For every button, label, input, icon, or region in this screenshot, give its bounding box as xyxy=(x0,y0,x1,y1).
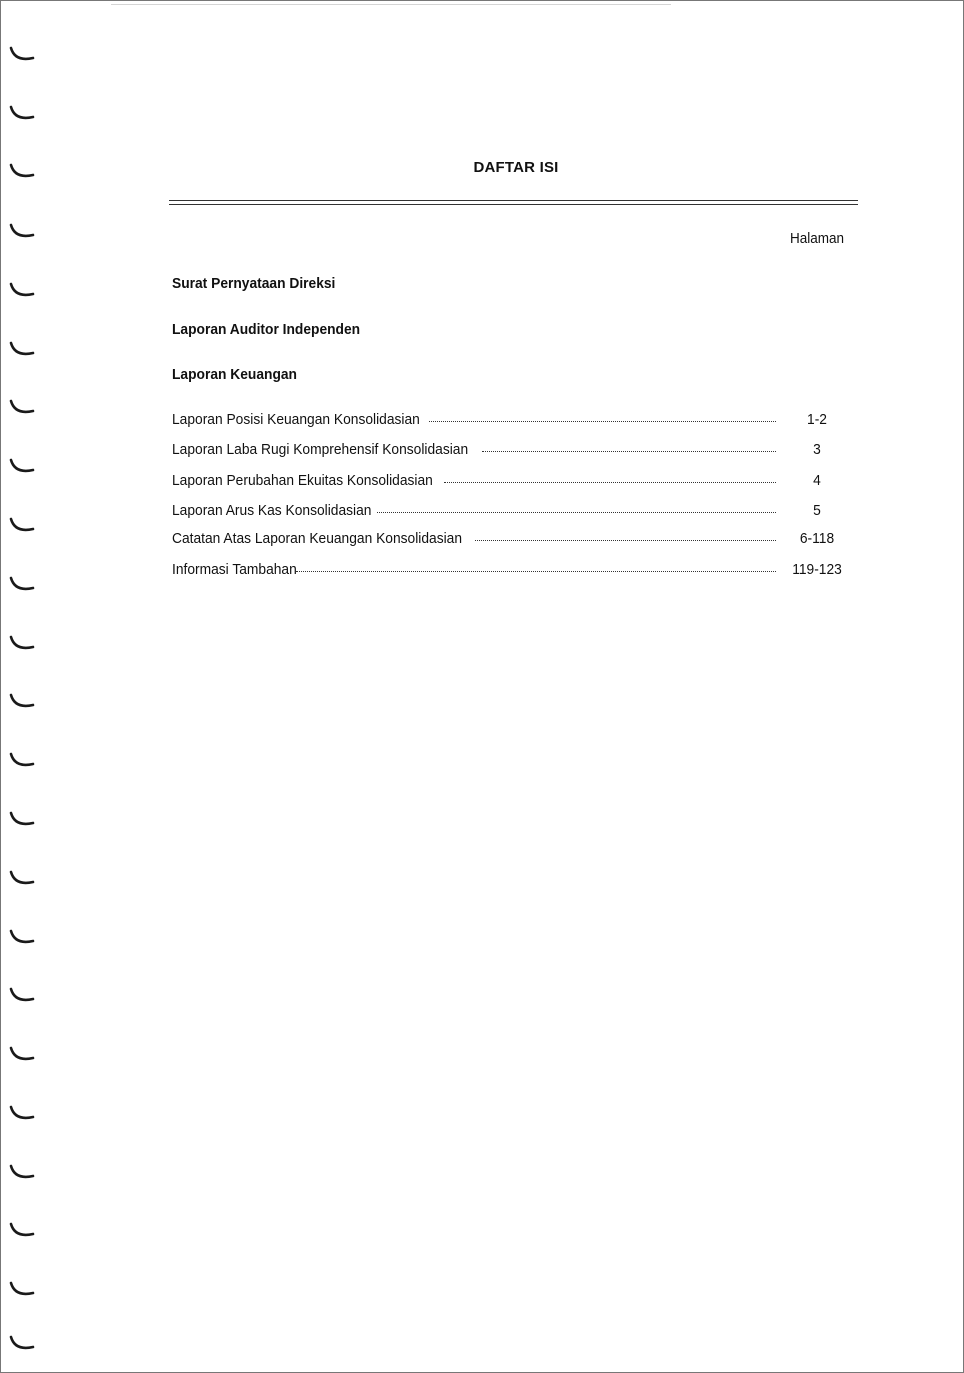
binder-hole-icon xyxy=(11,813,33,824)
toc-entry-label: Laporan Arus Kas Konsolidasian xyxy=(172,502,372,519)
binder-hole-icon xyxy=(11,519,33,530)
binder-hole-icon xyxy=(11,343,33,354)
binder-hole-icon xyxy=(11,225,33,236)
scan-artifact-line xyxy=(111,4,671,5)
toc-leader-dots xyxy=(377,511,776,513)
binder-hole-icon xyxy=(11,1166,33,1177)
binder-hole-icon xyxy=(11,989,33,1000)
toc-entry-label: Laporan Perubahan Ekuitas Konsolidasian xyxy=(172,472,433,489)
binder-hole-icon xyxy=(11,931,33,942)
page-title: DAFTAR ISI xyxy=(473,159,559,176)
binder-hole-icon xyxy=(11,872,33,883)
toc-entry-page: 6-118 xyxy=(799,530,835,547)
toc-entry xyxy=(172,530,858,552)
section-heading-laporan-auditor: Laporan Auditor Independen xyxy=(172,321,361,338)
toc-entry xyxy=(172,472,858,494)
binder-hole-icon xyxy=(11,754,33,765)
toc-entry-label: Catatan Atas Laporan Keuangan Konsolidasian xyxy=(172,530,463,547)
binder-hole-icon xyxy=(11,401,33,412)
page-column-header: Halaman xyxy=(789,230,845,247)
binder-hole-icon xyxy=(11,1283,33,1294)
binder-hole-icon xyxy=(11,107,33,118)
title-divider xyxy=(169,200,858,205)
toc-leader-dots xyxy=(482,450,776,452)
binder-hole-icon xyxy=(11,48,33,59)
binder-hole-icon xyxy=(11,460,33,471)
binder-hole-icon xyxy=(11,578,33,589)
binder-holes xyxy=(1,1,61,1372)
binder-hole-icon xyxy=(11,1224,33,1235)
binder-hole-icon xyxy=(11,695,33,706)
toc-leader-dots xyxy=(429,420,776,422)
section-heading-laporan-keuangan: Laporan Keuangan xyxy=(172,366,297,383)
toc-entry-label: Informasi Tambahan xyxy=(172,561,297,578)
toc-entry-label: Laporan Posisi Keuangan Konsolidasian xyxy=(172,411,420,428)
binder-hole-icon xyxy=(11,284,33,295)
toc-leader-dots xyxy=(296,570,776,572)
toc-entry xyxy=(172,502,858,524)
toc-entry xyxy=(172,561,858,583)
toc-entry-page: 4 xyxy=(813,472,821,489)
binder-hole-icon xyxy=(11,1048,33,1059)
toc-entry xyxy=(172,441,858,463)
toc-entry xyxy=(172,411,858,433)
binder-hole-icon xyxy=(11,637,33,648)
toc-leader-dots xyxy=(475,539,776,541)
toc-entry-page: 5 xyxy=(813,502,821,519)
toc-leader-dots xyxy=(444,481,776,483)
binder-hole-icon xyxy=(11,1107,33,1118)
section-heading-surat-pernyataan: Surat Pernyataan Direksi xyxy=(172,275,336,292)
toc-entry-label: Laporan Laba Rugi Komprehensif Konsolidasian xyxy=(172,441,469,458)
toc-entry-page: 3 xyxy=(813,441,821,458)
toc-entry-page: 1-2 xyxy=(807,411,827,428)
binder-hole-icon xyxy=(11,1337,33,1348)
toc-entry-page: 119-123 xyxy=(792,561,842,578)
